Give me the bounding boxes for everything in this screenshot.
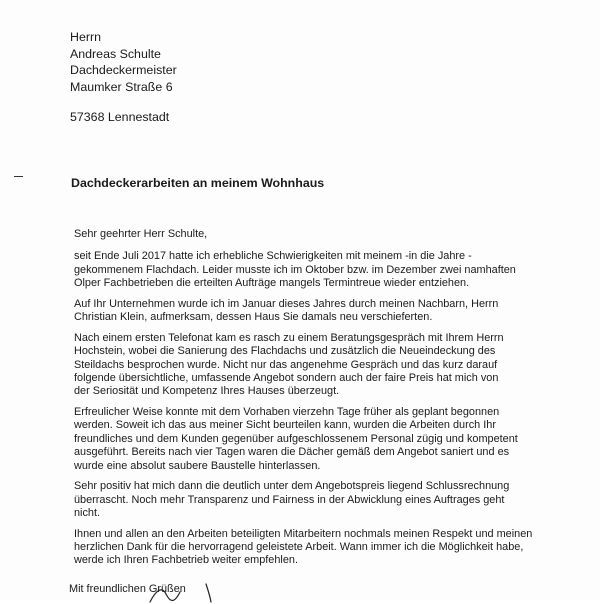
paragraph-line: ausgeführt. Bereits nach vier Tagen waren die Dächer gemäß dem Angebot saniert und es <box>74 446 510 459</box>
paragraph-2 <box>74 298 534 325</box>
paragraph-line: Steildachs besprochen wurde. Nicht nur das angenehme Gespräch und das kurz darauf <box>74 358 498 371</box>
paragraph-line: werden. Soweit ich das aus meiner Sicht beurteilen kann, wurden die Arbeiten durch Ihr <box>74 419 496 432</box>
paragraph-1 <box>74 250 534 290</box>
letter-subject: Dachdeckerarbeiten an meinem Wohnhaus <box>71 176 325 190</box>
paragraph-line: nicht. <box>74 507 101 520</box>
paragraph-line: gekommenem Flachdach. Leider musste ich im Oktober bzw. im Dezember zwei namhaften <box>74 263 516 276</box>
paragraph-line: Hochstein, wobei die Sanierung des Flachdachs und zusätzlich die Neueindeckung des <box>74 345 496 358</box>
paragraph-5 <box>74 480 534 520</box>
paragraph-line: Auf Ihr Unternehmen wurde ich im Januar dieses Jahres durch meinen Nachbarn, Herrn <box>74 297 499 310</box>
paragraph-line: herzlichen Dank für die hervorragend geleistete Arbeit. Wann immer ich die Möglichkeit habe, <box>74 541 524 554</box>
paragraph-6 <box>74 528 534 568</box>
letter-salutation: Sehr geehrter Herr Schulte, <box>74 228 208 240</box>
recipient-salutation-line: Herrn <box>70 30 101 44</box>
handwritten-signature <box>148 580 228 604</box>
paragraph-line: Christian Klein, aufmerksam, dessen Haus Sie damals neu verschieferten. <box>74 311 433 324</box>
paragraph-4 <box>74 406 534 473</box>
paragraph-line: Ihnen und allen an den Arbeiten beteiligten Mitarbeitern nochmals meinen Respekt und meinen <box>74 527 533 540</box>
paragraph-line: folgende übersichtliche, umfassende Angebot sondern auch der faire Preis hat mich von <box>74 372 499 385</box>
paragraph-line: seit Ende Juli 2017 hatte ich erhebliche Schwierigkeiten mit meinem -in die Jahre - <box>74 250 472 263</box>
paragraph-line: wurde eine absolut saubere Baustelle hinterlassen. <box>74 459 321 472</box>
paragraph-line: werde ich Ihren Fachbetrieb weiter empfehlen. <box>74 554 298 567</box>
letter-closing: Mit freundlichen Grüßen <box>69 583 186 595</box>
paragraph-3 <box>74 332 534 399</box>
paragraph-line: Nach einem ersten Telefonat kam es rasch zu einem Beratungsgespräch mit Ihrem Herrn <box>74 331 504 344</box>
recipient-address <box>70 29 177 126</box>
paragraph-line: freundliches und dem Kunden gegenüber aufgeschlossenem Personal zügig und kompetent <box>74 432 518 445</box>
recipient-name: Andreas Schulte <box>70 46 161 61</box>
paragraph-line: Erfreulicher Weise konnte mit dem Vorhaben vierzehn Tage früher als geplant begonnen <box>74 406 500 419</box>
fold-mark <box>14 176 23 177</box>
recipient-city: 57368 Lennestadt <box>70 110 170 125</box>
letter-body <box>74 228 534 575</box>
recipient-title: Dachdeckermeister <box>70 63 177 78</box>
recipient-street: Maumker Straße 6 <box>70 79 173 94</box>
paragraph-line: Olper Fachbetrieben die erteilten Aufträge mangels Termintreue wieder entziehen. <box>74 277 470 290</box>
paragraph-line: der Seriosität und Kompetenz Ihres Hauses überzeugt. <box>74 385 340 398</box>
paragraph-line: Sehr positiv hat mich dann die deutlich unter dem Angebotspreis liegend Schlussrechnung <box>74 480 510 493</box>
paragraph-line: überrascht. Noch mehr Transparenz und Fairness in der Abwicklung eines Auftrages geht <box>74 493 505 506</box>
